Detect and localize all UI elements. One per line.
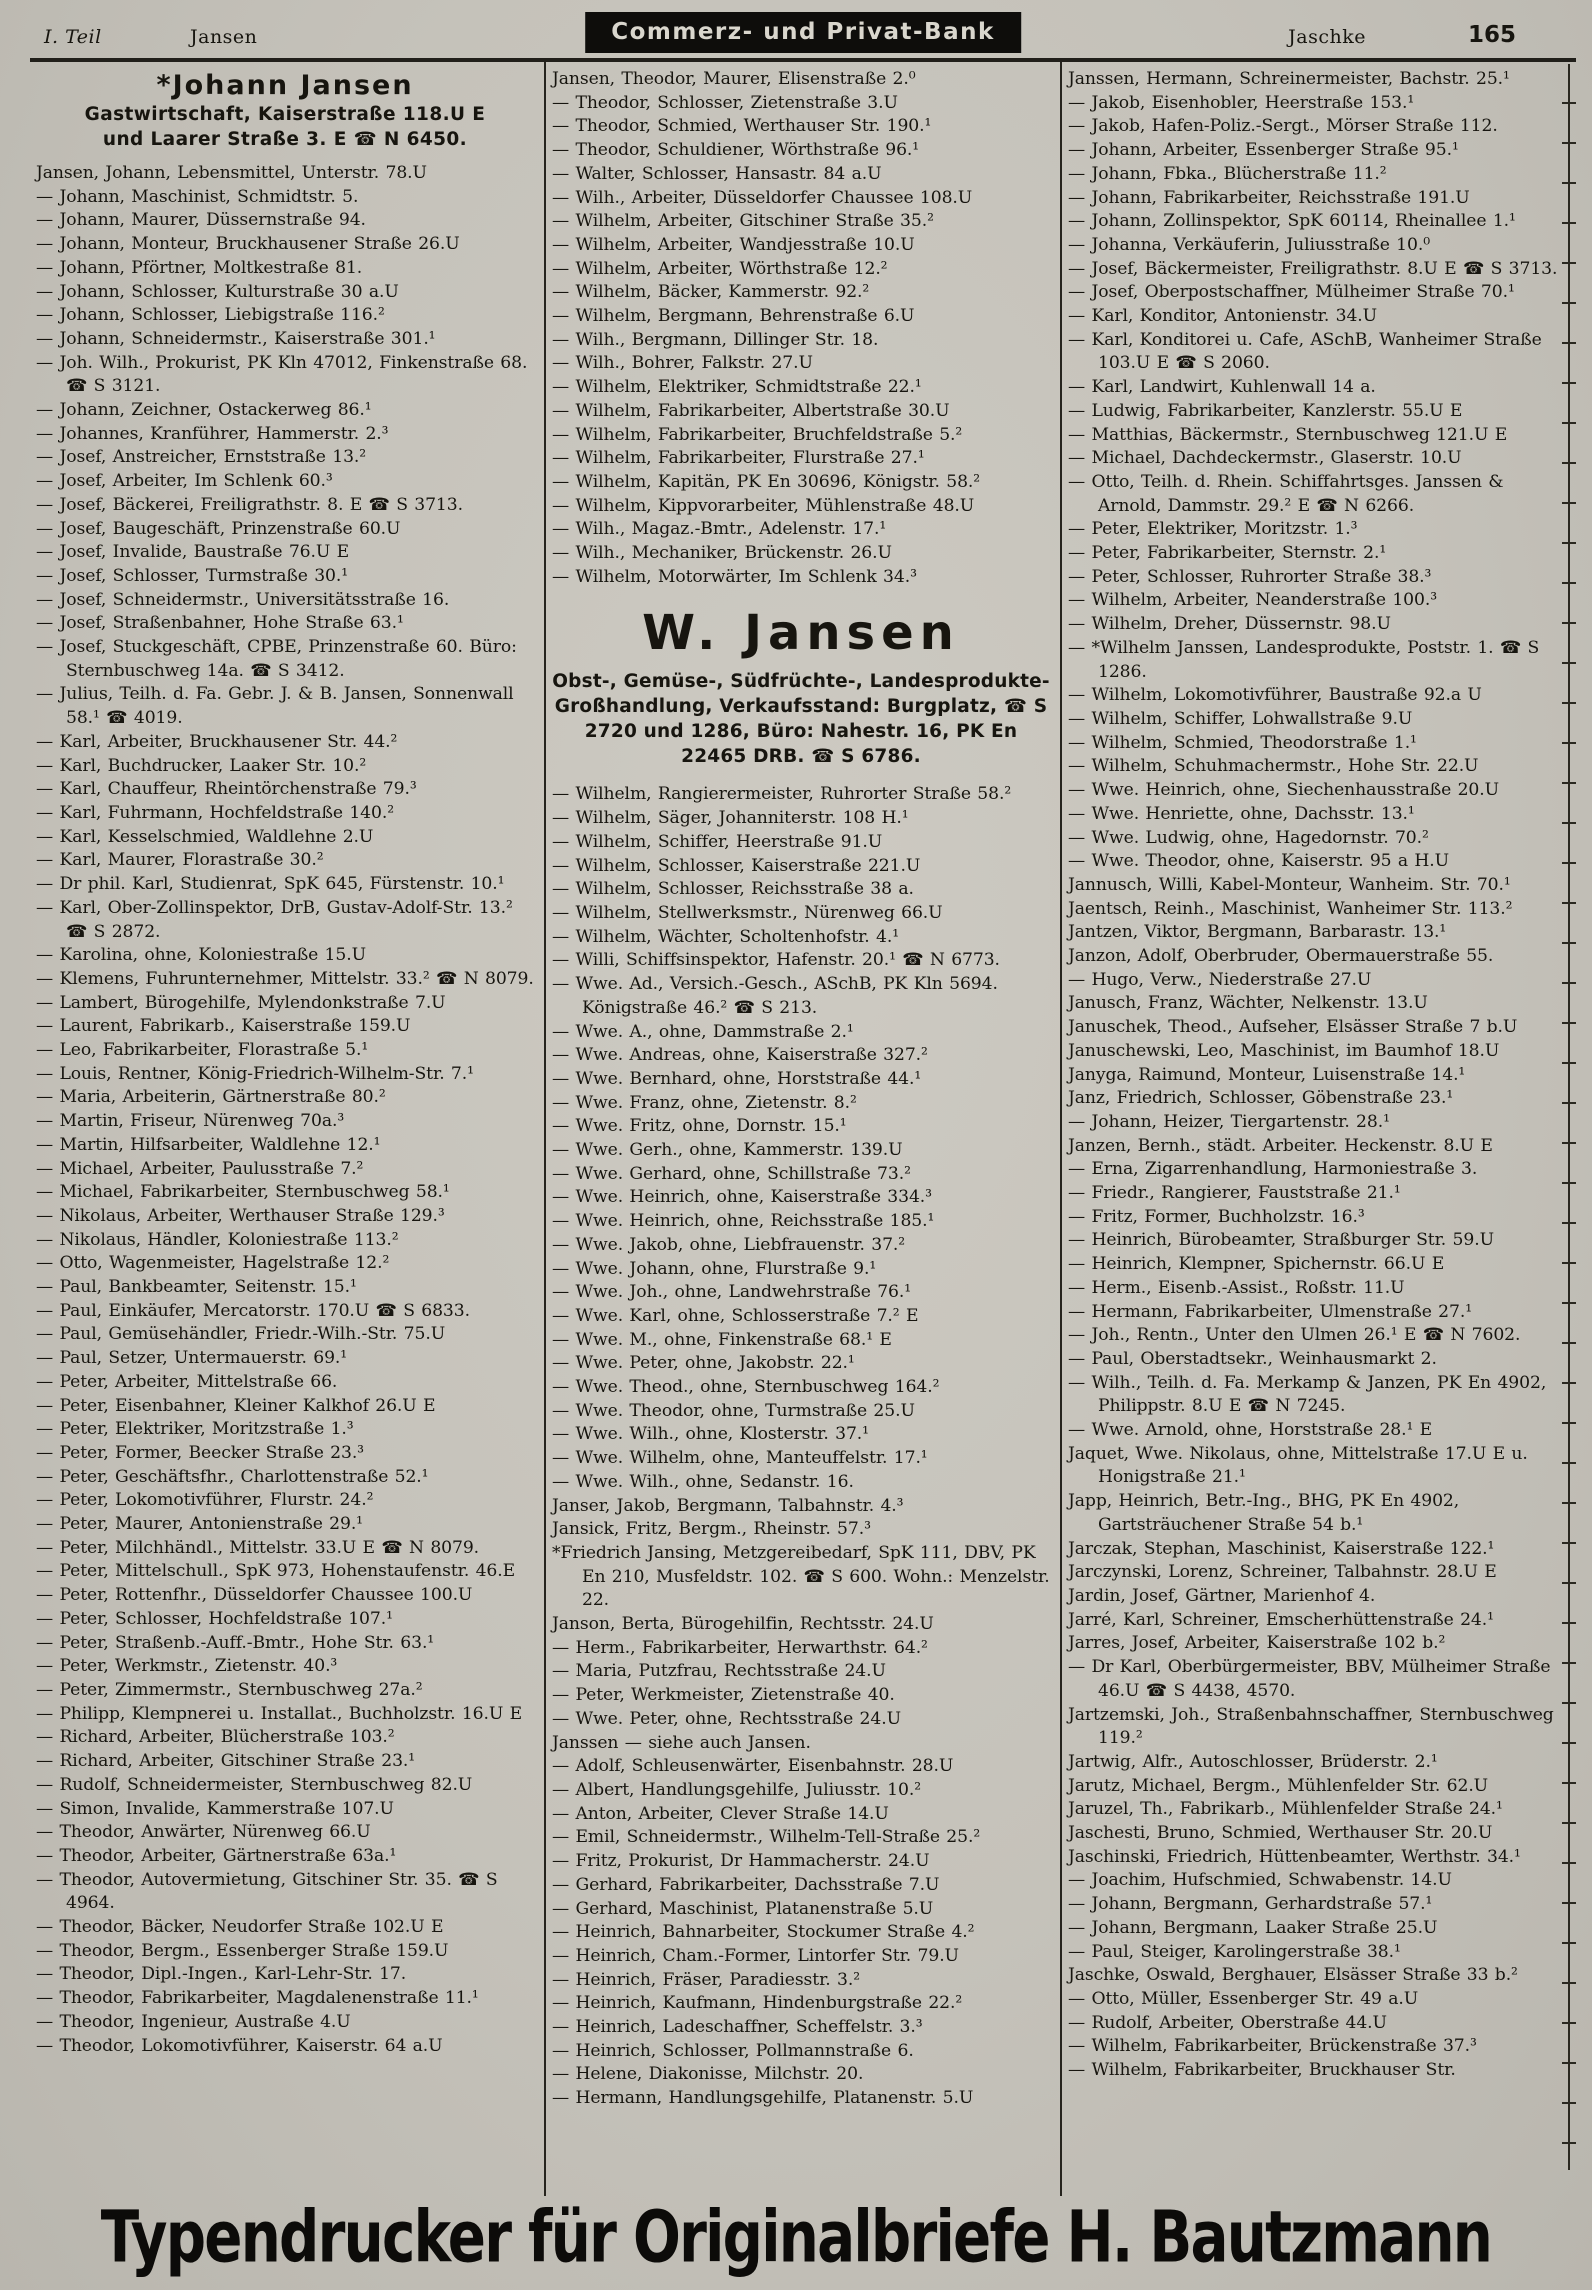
directory-entry: Jaquet, Wwe. Nikolaus, ohne, Mittelstraße 17.U E u. Honigstraße 21.¹ xyxy=(1068,1443,1528,1488)
directory-entry: Jaschke, Oswald, Berghauer, Elsässer Straße 33 b.² xyxy=(1068,1965,1518,1986)
directory-entry: — Johann, Fabrikarbeiter, Reichsstraße 191.U xyxy=(1068,187,1470,208)
directory-entry: Janusch, Franz, Wächter, Nelkenstr. 13.U xyxy=(1068,993,1428,1014)
directory-entry: — Wwe. Gerh., ohne, Kammerstr. 139.U xyxy=(552,1140,903,1161)
directory-entry: — Wwe. Wilhelm, ohne, Manteuffelstr. 17.¹ xyxy=(552,1448,928,1469)
directory-entry: — Heinrich, Bürobeamter, Straßburger Str. 59.U xyxy=(1068,1230,1494,1251)
directory-entry: — Michael, Arbeiter, Paulusstraße 7.² xyxy=(36,1158,364,1179)
directory-entry: Jarczynski, Lorenz, Schreiner, Talbahnstr. 28.U E xyxy=(1068,1562,1497,1583)
directory-entry: Jarutz, Michael, Bergm., Mühlenfelder Str. 62.U xyxy=(1068,1775,1489,1796)
directory-entry: — Wilhelm, Arbeiter, Wörthstraße 12.² xyxy=(552,258,888,279)
directory-entry: — Wilhelm, Bäcker, Kammerstr. 92.² xyxy=(552,282,870,303)
directory-entry: — Gerhard, Maschinist, Platanenstraße 5.U xyxy=(552,1898,934,1919)
directory-entry: — Wilhelm, Fabrikarbeiter, Bruchfeldstraße 5.² xyxy=(552,424,963,445)
directory-entry: — Wilhelm, Schiffer, Heerstraße 91.U xyxy=(552,831,883,852)
directory-entry: — Johann, Heizer, Tiergartenstr. 28.¹ xyxy=(1068,1111,1390,1132)
directory-entry: — Wwe. Fritz, ohne, Dornstr. 15.¹ xyxy=(552,1116,847,1137)
directory-entry: — Wwe. Heinrich, ohne, Kaiserstraße 334.³ xyxy=(552,1187,932,1208)
ad-line: und Laarer Straße 3. E ☎ N 6450. xyxy=(102,129,468,150)
directory-entry: — Wwe. Franz, ohne, Zietenstr. 8.² xyxy=(552,1092,857,1113)
directory-entry: Jarres, Josef, Arbeiter, Kaiserstraße 102 b.² xyxy=(1068,1633,1446,1654)
directory-entry: — Josef, Stuckgeschäft, CPBE, Prinzenstraße 60. Büro: Sternbuschweg 14a. ☎ S 3412. xyxy=(36,637,517,681)
directory-entry: — Peter, Werkmeister, Zietenstraße 40. xyxy=(552,1685,895,1706)
directory-entry: — Martin, Hilfsarbeiter, Waldlehne 12.¹ xyxy=(36,1134,381,1155)
bank-ad-banner: Commerz- und Privat-Bank xyxy=(585,12,1021,53)
directory-entry: Janz, Friedrich, Schlosser, Göbenstraße 23.¹ xyxy=(1068,1088,1454,1109)
directory-entry: — Josef, Bäckerei, Freiligrathstr. 8. E ☎ S 3713. xyxy=(36,494,463,515)
directory-entry: — Wilhelm, Motorwärter, Im Schlenk 34.³ xyxy=(552,566,917,587)
directory-entry: — Karl, Maurer, Florastraße 30.² xyxy=(36,850,324,871)
directory-entry: — Theodor, Dipl.-Ingen., Karl-Lehr-Str. 17. xyxy=(36,1964,407,1985)
directory-entry: — Herm., Eisenb.-Assist., Roßstr. 11.U xyxy=(1068,1277,1405,1298)
directory-entry: — Johann, Maurer, Düssernstraße 94. xyxy=(36,210,366,231)
directory-entry: — Heinrich, Ladeschaffner, Scheffelstr. 3.³ xyxy=(552,2017,923,2038)
directory-entry: — Josef, Schlosser, Turmstraße 30.¹ xyxy=(36,565,349,586)
directory-entry: — Karl, Konditorei u. Cafe, ASchB, Wanheimer Straße 103.U E ☎ S 2060. xyxy=(1068,329,1542,374)
directory-entry: — Peter, Werkmstr., Zietenstr. 40.³ xyxy=(36,1656,338,1677)
directory-entry: Janssen — siehe auch Jansen. xyxy=(552,1732,811,1753)
directory-entry: — Josef, Baugeschäft, Prinzenstraße 60.U xyxy=(36,518,401,539)
directory-entry: — Willi, Schiffsinspektor, Hafenstr. 20.¹ ☎ N 6773. xyxy=(552,950,1000,971)
directory-entry: — Theodor, Bergm., Essenberger Straße 159.U xyxy=(36,1940,449,1961)
directory-entry: — Wilhelm, Fabrikarbeiter, Brückenstraße 37.³ xyxy=(1068,2036,1477,2057)
directory-entry: Jaentsch, Reinh., Maschinist, Wanheimer Str. 113.² xyxy=(1068,898,1513,919)
directory-entry: — Wilhelm, Schlosser, Reichsstraße 38 a. xyxy=(552,879,914,900)
directory-columns xyxy=(30,62,1576,2196)
directory-entry: Jartzemski, Joh., Straßenbahnschaffner, Sternbuschweg 119.² xyxy=(1068,1704,1554,1749)
directory-entry: — Johannes, Kranführer, Hammerstr. 2.³ xyxy=(36,423,389,444)
directory-entry: — Paul, Einkäufer, Mercatorstr. 170.U ☎ S 6833. xyxy=(36,1300,470,1321)
directory-entry: — Josef, Oberpostschaffner, Mülheimer Straße 70.¹ xyxy=(1068,282,1515,303)
directory-entry: — Maria, Arbeiterin, Gärtnerstraße 80.² xyxy=(36,1087,386,1108)
directory-entry: Jarczak, Stephan, Maschinist, Kaiserstraße 122.¹ xyxy=(1068,1538,1495,1559)
directory-entry: — Johann, Schneidermstr., Kaiserstraße 301.¹ xyxy=(36,328,436,349)
directory-entry: — Peter, Former, Beecker Straße 23.³ xyxy=(36,1442,364,1463)
directory-entry: — Heinrich, Bahnarbeiter, Stockumer Straße 4.² xyxy=(552,1922,975,1943)
ad-title: *Johann Jansen xyxy=(156,70,414,101)
directory-entry: — Karl, Ober-Zollinspektor, DrB, Gustav-Adolf-Str. 13.² ☎ S 2872. xyxy=(36,897,513,942)
directory-entry: — Matthias, Bäckermstr., Sternbuschweg 121.U E xyxy=(1068,424,1508,445)
column-middle xyxy=(544,62,1062,2196)
directory-entry: — Martin, Friseur, Nürenweg 70a.³ xyxy=(36,1111,345,1132)
column-keyword-left: Jansen xyxy=(190,26,258,48)
directory-entry: — Heinrich, Klempner, Spichernstr. 66.U E xyxy=(1068,1254,1445,1275)
directory-entry: — Joachim, Hufschmied, Schwabenstr. 14.U xyxy=(1068,1870,1452,1891)
directory-entry: — Peter, Elektriker, Moritzstr. 1.³ xyxy=(1068,519,1358,540)
directory-entry: — Wilhelm, Fabrikarbeiter, Albertstraße 30.U xyxy=(552,400,950,421)
directory-entry: *Friedrich Jansing, Metzgereibedarf, SpK 111, DBV, PK En 210, Musfeldstr. 102. ☎ S 600. Wohn.: Menzelstr. 22. xyxy=(552,1542,1050,1611)
directory-entry: — Hugo, Verw., Niederstraße 27.U xyxy=(1068,969,1372,990)
directory-entry: Janson, Berta, Bürogehilfin, Rechtsstr. 24.U xyxy=(552,1614,934,1635)
directory-entry: Janyga, Raimund, Monteur, Luisenstraße 14.¹ xyxy=(1068,1064,1466,1085)
directory-entry: Janzon, Adolf, Oberbruder, Obermauerstraße 55. xyxy=(1068,946,1494,967)
directory-entry: — Theodor, Ingenieur, Austraße 4.U xyxy=(36,2011,351,2032)
page-edge-rule xyxy=(1568,64,1570,2170)
bottom-ad-text: Typendrucker für Originalbriefe H. Bautzmann xyxy=(100,2196,1492,2280)
directory-entry: — Peter, Zimmermstr., Sternbuschweg 27a.² xyxy=(36,1680,423,1700)
directory-entry: — Johann, Schlosser, Kulturstraße 30 a.U xyxy=(36,281,399,302)
directory-entry: — Johann, Maschinist, Schmidtstr. 5. xyxy=(36,186,359,207)
directory-entry: — Wwe. M., ohne, Finkenstraße 68.¹ E xyxy=(552,1329,892,1350)
directory-entry: — Otto, Müller, Essenberger Str. 49 a.U xyxy=(1068,1988,1419,2009)
directory-entry: — Johann, Zeichner, Ostackerweg 86.¹ xyxy=(36,400,372,421)
directory-entry: — Friedr., Rangierer, Fauststraße 21.¹ xyxy=(1068,1183,1401,1204)
directory-entry: — Wilh., Mechaniker, Brückenstr. 26.U xyxy=(552,543,892,564)
directory-entry: — Peter, Eisenbahner, Kleiner Kalkhof 26.U E xyxy=(36,1395,436,1416)
directory-entry: — Adolf, Schleusenwärter, Eisenbahnstr. 28.U xyxy=(552,1756,954,1777)
directory-entry: — Rudolf, Arbeiter, Oberstraße 44.U xyxy=(1068,2012,1387,2033)
directory-entry: — Julius, Teilh. d. Fa. Gebr. J. & B. Jansen, Sonnenwall 58.¹ ☎ 4019. xyxy=(36,684,514,729)
directory-entry: — Johann, Schlosser, Liebigstraße 116.² xyxy=(36,305,385,326)
directory-entry: — Wwe. Wilh., ohne, Sedanstr. 16. xyxy=(552,1471,854,1492)
directory-entry: — Karl, Fuhrmann, Hochfeldstraße 140.² xyxy=(36,802,394,823)
directory-entry: — Paul, Setzer, Untermauerstr. 69.¹ xyxy=(36,1348,348,1369)
directory-entry: — Wwe. Jakob, ohne, Liebfrauenstr. 37.² xyxy=(552,1234,906,1255)
directory-entry: — Karl, Landwirt, Kuhlenwall 14 a. xyxy=(1068,377,1376,398)
directory-entry: — Laurent, Fabrikarb., Kaiserstraße 159.U xyxy=(36,1016,411,1037)
directory-entry: — Jakob, Hafen-Poliz.-Sergt., Mörser Straße 112. xyxy=(1068,116,1498,137)
directory-entry: — Peter, Geschäftsfhr., Charlottenstraße 52.¹ xyxy=(36,1466,429,1487)
directory-entry: — Theodor, Schuldiener, Wörthstraße 96.¹ xyxy=(552,140,920,161)
directory-entry: — Johann, Arbeiter, Essenberger Straße 95.¹ xyxy=(1068,140,1459,161)
directory-entry: — Karolina, ohne, Koloniestraße 15.U xyxy=(36,945,366,966)
directory-entry: Jaschesti, Bruno, Schmied, Werthauser Str. 20.U xyxy=(1068,1823,1493,1844)
directory-entry: — Wwe. Arnold, ohne, Horststraße 28.¹ E xyxy=(1068,1420,1433,1441)
directory-entry: — Theodor, Anwärter, Nürenweg 66.U xyxy=(36,1822,371,1843)
directory-entry: — Karl, Arbeiter, Bruckhausener Str. 44.² xyxy=(36,731,398,752)
directory-entry: — Peter, Mittelschull., SpK 973, Hohenstaufenstr. 46.E xyxy=(36,1561,516,1582)
directory-entry: — Wilhelm, Fabrikarbeiter, Flurstraße 27.¹ xyxy=(552,448,925,469)
directory-entry: — Otto, Wagenmeister, Hagelstraße 12.² xyxy=(36,1253,390,1274)
directory-entry: — Wilhelm, Rangierermeister, Ruhrorter Straße 58.² xyxy=(552,784,1012,805)
directory-entry: — Walter, Schlosser, Hansastr. 84 a.U xyxy=(552,163,882,184)
directory-entry: — Josef, Straßenbahner, Hohe Straße 63.¹ xyxy=(36,613,404,634)
column-keyword-right: Jaschke xyxy=(1288,26,1366,48)
ad-line: Gastwirtschaft, Kaiserstraße 118.U E xyxy=(84,104,486,125)
directory-entry: — Leo, Fabrikarbeiter, Florastraße 5.¹ xyxy=(36,1040,369,1061)
directory-entry: — Theodor, Lokomotivführer, Kaiserstr. 64 a.U xyxy=(36,2035,443,2056)
directory-entry: Jannusch, Willi, Kabel-Monteur, Wanheim. Str. 70.¹ xyxy=(1068,874,1511,895)
directory-entry: Jansen, Johann, Lebensmittel, Unterstr. 78.U xyxy=(36,163,427,183)
directory-entry: — Theodor, Fabrikarbeiter, Magdalenenstraße 11.¹ xyxy=(36,1988,479,2009)
directory-entry: Jartwig, Alfr., Autoschlosser, Brüderstr. 2.¹ xyxy=(1068,1751,1438,1772)
directory-entry: — Theodor, Schmied, Werthauser Str. 190.¹ xyxy=(552,116,932,137)
directory-entry: — Richard, Arbeiter, Gitschiner Straße 23.¹ xyxy=(36,1751,416,1772)
directory-entry: — Wwe. Heinrich, ohne, Siechenhausstraße 20.U xyxy=(1068,780,1499,801)
directory-entry: Janzen, Bernh., städt. Arbeiter. Heckenstr. 8.U E xyxy=(1068,1135,1493,1156)
johann-jansen-ad xyxy=(36,70,534,152)
directory-entry: — Joh. Wilh., Prokurist, PK Kln 47012, Finkenstraße 68. ☎ S 3121. xyxy=(36,352,528,397)
directory-entry: — Paul, Gemüsehändler, Friedr.-Wilh.-Str. 75.U xyxy=(36,1324,446,1345)
page-number: 165 xyxy=(1467,22,1516,48)
directory-entry: Jardin, Josef, Gärtner, Marienhof 4. xyxy=(1068,1586,1376,1606)
directory-entry: — Wilhelm, Stellwerksmstr., Nürenweg 66.U xyxy=(552,902,943,923)
directory-entry: — Peter, Fabrikarbeiter, Sternstr. 2.¹ xyxy=(1068,543,1387,564)
directory-entry: — Jakob, Eisenhobler, Heerstraße 153.¹ xyxy=(1068,92,1415,113)
directory-entry: — Johann, Zollinspektor, SpK 60114, Rheinallee 1.¹ xyxy=(1068,211,1516,232)
directory-entry: — Philipp, Klempnerei u. Installat., Buchholzstr. 16.U E xyxy=(36,1703,523,1724)
directory-entry: — Wilhelm, Säger, Johanniterstr. 108 H.¹ xyxy=(552,808,909,829)
directory-entry: Jarré, Karl, Schreiner, Emscherhüttenstraße 24.¹ xyxy=(1068,1609,1494,1630)
directory-entry: — Michael, Fabrikarbeiter, Sternbuschweg 58.¹ xyxy=(36,1182,450,1203)
directory-entry: Jaschinski, Friedrich, Hüttenbeamter, Werthstr. 34.¹ xyxy=(1068,1846,1521,1867)
directory-entry: — Johanna, Verkäuferin, Juliusstraße 10.⁰ xyxy=(1068,234,1430,255)
page-header xyxy=(30,10,1576,62)
directory-entry: — Johann, Bergmann, Gerhardstraße 57.¹ xyxy=(1068,1894,1433,1915)
directory-entry: — Wilhelm, Schuhmachermstr., Hohe Str. 22.U xyxy=(1068,756,1479,777)
directory-entry: — Wilhelm, Kapitän, PK En 30696, Königstr. 58.² xyxy=(552,471,981,492)
entry-list-right xyxy=(1068,68,1566,2083)
directory-entry: — Karl, Buchdrucker, Laaker Str. 10.² xyxy=(36,755,367,776)
directory-entry: — Wwe. Theod., ohne, Sternbuschweg 164.² xyxy=(552,1377,940,1398)
directory-entry: — Theodor, Bäcker, Neudorfer Straße 102.U E xyxy=(36,1917,444,1938)
directory-entry: — Wwe. Johann, ohne, Flurstraße 9.¹ xyxy=(552,1258,877,1279)
directory-entry: — Johann, Bergmann, Laaker Straße 25.U xyxy=(1068,1917,1438,1938)
directory-entry: — Fritz, Former, Buchholzstr. 16.³ xyxy=(1068,1206,1365,1227)
directory-entry: — Josef, Schneidermstr., Universitätsstraße 16. xyxy=(36,589,450,610)
directory-entry: Janser, Jakob, Bergmann, Talbahnstr. 4.³ xyxy=(552,1495,904,1516)
directory-entry: — Helene, Diakonisse, Milchstr. 20. xyxy=(552,2064,864,2085)
directory-entry: — Wilh., Magaz.-Bmtr., Adelenstr. 17.¹ xyxy=(552,519,887,540)
directory-entry: — Heinrich, Kaufmann, Hindenburgstraße 22.² xyxy=(552,1993,963,2014)
directory-entry: — Theodor, Autovermietung, Gitschiner Str. 35. ☎ S 4964. xyxy=(36,1869,498,1914)
directory-entry: — Johann, Fbka., Blücherstraße 11.² xyxy=(1068,163,1387,184)
directory-entry: — Wilhelm, Dreher, Düssernstr. 98.U xyxy=(1068,614,1391,635)
directory-entry: — Lambert, Bürogehilfe, Mylendonkstraße 7.U xyxy=(36,992,446,1013)
directory-entry: — Paul, Steiger, Karolingerstraße 38.¹ xyxy=(1068,1941,1401,1962)
directory-entry: — Wilhelm, Schlosser, Kaiserstraße 221.U xyxy=(552,855,921,876)
section-label: I. Teil xyxy=(44,26,102,48)
directory-entry: Janssen, Hermann, Schreinermeister, Bachstr. 25.¹ xyxy=(1068,69,1510,89)
entry-list-left xyxy=(36,162,534,2058)
directory-entry: — Peter, Milchhändl., Mittelstr. 33.U E ☎ N 8079. xyxy=(36,1537,480,1558)
directory-entry: — Wwe. Gerhard, ohne, Schillstraße 73.² xyxy=(552,1163,911,1184)
directory-entry: — Heinrich, Cham.-Former, Lintorfer Str. 79.U xyxy=(552,1945,959,1966)
directory-entry: — Michael, Dachdeckermstr., Glaserstr. 10.U xyxy=(1068,448,1462,469)
directory-entry: — Dr phil. Karl, Studienrat, SpK 645, Fürstenstr. 10.¹ xyxy=(36,874,505,895)
directory-entry: — Peter, Schlosser, Ruhrorter Straße 38.³ xyxy=(1068,566,1432,587)
directory-entry: — Erna, Zigarrenhandlung, Harmoniestraße 3. xyxy=(1068,1159,1478,1180)
directory-entry: — Wwe. Peter, ohne, Jakobstr. 22.¹ xyxy=(552,1353,855,1374)
directory-entry: — Peter, Straßenb.-Auff.-Bmtr., Hohe Str. 63.¹ xyxy=(36,1632,435,1653)
directory-entry: — Peter, Arbeiter, Mittelstraße 66. xyxy=(36,1371,338,1392)
directory-entry: — Wilh., Bohrer, Falkstr. 27.U xyxy=(552,353,813,374)
directory-entry: — Hermann, Fabrikarbeiter, Ulmenstraße 27.¹ xyxy=(1068,1301,1472,1322)
directory-entry: — Wilh., Teilh. d. Fa. Merkamp & Janzen, PK En 4902, Philippstr. 8.U E ☎ N 7245. xyxy=(1068,1372,1547,1417)
directory-entry: — Gerhard, Fabrikarbeiter, Dachsstraße 7.U xyxy=(552,1874,940,1895)
directory-entry: — Wilhelm, Arbeiter, Wandjesstraße 10.U xyxy=(552,234,915,255)
directory-entry: — Heinrich, Schlosser, Pollmannstraße 6. xyxy=(552,2040,914,2061)
directory-entry: — Peter, Elektriker, Moritzstraße 1.³ xyxy=(36,1419,354,1440)
directory-entry: — Herm., Fabrikarbeiter, Herwarthstr. 64.² xyxy=(552,1637,928,1658)
directory-entry: — Rudolf, Schneidermeister, Sternbuschweg 82.U xyxy=(36,1774,473,1795)
directory-entry: — Josef, Anstreicher, Ernststraße 13.² xyxy=(36,447,367,468)
directory-entry: — Wwe. Andreas, ohne, Kaiserstraße 327.² xyxy=(552,1045,928,1066)
directory-entry: — Wilh., Bergmann, Dillinger Str. 18. xyxy=(552,329,879,350)
column-left xyxy=(30,62,544,2196)
directory-entry: — Wilhelm, Bergmann, Behrenstraße 6.U xyxy=(552,306,915,327)
directory-entry: — Wilh., Arbeiter, Düsseldorfer Chaussee 108.U xyxy=(552,187,973,208)
directory-entry: — Emil, Schneidermstr., Wilhelm-Tell-Straße 25.² xyxy=(552,1827,981,1848)
directory-entry: — Wilhelm, Fabrikarbeiter, Bruckhauser Str. xyxy=(1068,2060,1456,2081)
directory-entry: — Dr Karl, Oberbürgermeister, BBV, Mülheimer Straße 46.U ☎ S 4438, 4570. xyxy=(1068,1657,1551,1701)
directory-entry: — Anton, Arbeiter, Clever Straße 14.U xyxy=(552,1803,889,1824)
directory-entry: — Joh., Rentn., Unter den Ulmen 26.¹ E ☎ N 7602. xyxy=(1068,1325,1521,1346)
directory-entry: — Peter, Lokomotivführer, Flurstr. 24.² xyxy=(36,1490,374,1511)
directory-entry: Januschek, Theod., Aufseher, Elsässer Straße 7 b.U xyxy=(1068,1017,1518,1038)
directory-entry: — Wwe. Bernhard, ohne, Horststraße 44.¹ xyxy=(552,1068,922,1089)
directory-entry: — Simon, Invalide, Kammerstraße 107.U xyxy=(36,1798,394,1819)
directory-entry: — Wwe. Peter, ohne, Rechtsstraße 24.U xyxy=(552,1708,901,1729)
directory-entry: — Ludwig, Fabrikarbeiter, Kanzlerstr. 55.U E xyxy=(1068,400,1463,421)
directory-entry: — Wilhelm, Schiffer, Lohwallstraße 9.U xyxy=(1068,708,1413,729)
directory-entry: Jansen, Theodor, Maurer, Elisenstraße 2.⁰ xyxy=(552,69,916,89)
directory-entry: — Wilhelm, Kippvorarbeiter, Mühlenstraße 48.U xyxy=(552,495,975,516)
directory-entry: — Nikolaus, Arbeiter, Werthauser Straße 129.³ xyxy=(36,1205,445,1226)
directory-entry: — Johann, Pförtner, Moltkestraße 81. xyxy=(36,257,363,278)
directory-entry: — Wwe. Karl, ohne, Schlosserstraße 7.² E xyxy=(552,1305,919,1326)
directory-entry: — Wilhelm, Wächter, Scholtenhofstr. 4.¹ xyxy=(552,926,900,947)
directory-entry: — Wilhelm, Arbeiter, Neanderstraße 100.³ xyxy=(1068,590,1437,611)
directory-entry: — Wwe. Theodor, ohne, Turmstraße 25.U xyxy=(552,1400,915,1421)
directory-entry: — Otto, Teilh. d. Rhein. Schiffahrtsges. Janssen & Arnold, Dammstr. 29.² E ☎ N 6266. xyxy=(1068,471,1504,516)
directory-entry: — Heinrich, Fräser, Paradiesstr. 3.² xyxy=(552,1969,861,1990)
directory-entry: — Wilhelm, Lokomotivführer, Baustraße 92.a U xyxy=(1068,685,1482,706)
directory-entry: — *Wilhelm Janssen, Landesprodukte, Poststr. 1. ☎ S 1286. xyxy=(1068,637,1540,682)
column-right xyxy=(1062,62,1576,2196)
directory-entry: — Josef, Arbeiter, Im Schlenk 60.³ xyxy=(36,471,333,492)
directory-entry: — Wwe. Theodor, ohne, Kaiserstr. 95 a H.U xyxy=(1068,851,1450,872)
directory-entry: Januschewski, Leo, Maschinist, im Baumhof 18.U xyxy=(1068,1040,1500,1061)
directory-entry: — Hermann, Handlungsgehilfe, Platanenstr. 5.U xyxy=(552,2088,974,2109)
directory-entry: — Theodor, Schlosser, Zietenstraße 3.U xyxy=(552,92,898,113)
directory-entry: — Josef, Bäckermeister, Freiligrathstr. 8.U E ☎ S 3713. xyxy=(1068,258,1558,279)
directory-entry: Japp, Heinrich, Betr.-Ing., BHG, PK En 4902, Gartsträuchener Straße 54 b.¹ xyxy=(1068,1491,1460,1535)
directory-entry: — Johann, Monteur, Bruckhausener Straße 26.U xyxy=(36,234,460,255)
directory-entry: — Wwe. A., ohne, Dammstraße 2.¹ xyxy=(552,1021,854,1042)
directory-entry: — Josef, Invalide, Baustraße 76.U E xyxy=(36,542,350,563)
directory-entry: — Maria, Putzfrau, Rechtsstraße 24.U xyxy=(552,1661,886,1682)
directory-entry: — Karl, Chauffeur, Rheintörchenstraße 79.³ xyxy=(36,779,417,800)
directory-entry: — Paul, Oberstadtsekr., Weinhausmarkt 2. xyxy=(1068,1348,1437,1369)
directory-entry: — Wwe. Joh., ohne, Landwehrstraße 76.¹ xyxy=(552,1282,912,1303)
directory-entry: — Nikolaus, Händler, Koloniestraße 113.² xyxy=(36,1229,399,1250)
directory-entry: — Wwe. Ludwig, ohne, Hagedornstr. 70.² xyxy=(1068,827,1429,848)
directory-entry: — Wwe. Henriette, ohne, Dachsstr. 13.¹ xyxy=(1068,803,1415,824)
directory-entry: — Wwe. Ad., Versich.-Gesch., ASchB, PK Kln 5694. Königstraße 46.² ☎ S 213. xyxy=(552,974,998,1018)
directory-entry: — Paul, Bankbeamter, Seitenstr. 15.¹ xyxy=(36,1277,357,1298)
directory-entry: — Louis, Rentner, König-Friedrich-Wilhelm-Str. 7.¹ xyxy=(36,1063,474,1084)
directory-entry: — Theodor, Arbeiter, Gärtnerstraße 63a.¹ xyxy=(36,1845,397,1866)
directory-entry: — Wilhelm, Schmied, Theodorstraße 1.¹ xyxy=(1068,732,1417,753)
directory-entry: — Wilhelm, Elektriker, Schmidtstraße 22.¹ xyxy=(552,377,922,398)
directory-entry: — Karl, Kesselschmied, Waldlehne 2.U xyxy=(36,826,374,847)
directory-entry: — Peter, Rottenfhr., Düsseldorfer Chaussee 100.U xyxy=(36,1585,473,1606)
directory-entry: — Wilhelm, Arbeiter, Gitschiner Straße 35.² xyxy=(552,211,934,232)
entry-list-middle-top xyxy=(552,68,1050,589)
w-jansen-ad xyxy=(552,605,1050,769)
ad-title: W. Jansen xyxy=(642,605,960,662)
directory-entry: — Wwe. Wilh., ohne, Klosterstr. 37.¹ xyxy=(552,1424,869,1445)
directory-entry: — Peter, Maurer, Antonienstraße 29.¹ xyxy=(36,1514,363,1535)
directory-entry: — Wwe. Heinrich, ohne, Reichsstraße 185.¹ xyxy=(552,1211,935,1232)
bottom-ad-banner xyxy=(0,2186,1592,2290)
directory-entry: — Fritz, Prokurist, Dr Hammacherstr. 24.U xyxy=(552,1851,930,1872)
directory-entry: — Karl, Konditor, Antonienstr. 34.U xyxy=(1068,306,1378,327)
ad-body: Obst-, Gemüse-, Südfrüchte-, Landesprodukte-Großhandlung, Verkaufsstand: Burgplatz, ☎ S 2720 und 1286, Büro: Nahestr. 16, PK En 22465 DRB. ☎ S 6786. xyxy=(552,671,1050,768)
directory-entry: Jansick, Fritz, Bergm., Rheinstr. 57.³ xyxy=(552,1519,871,1540)
directory-entry: Jantzen, Viktor, Bergmann, Barbarastr. 13.¹ xyxy=(1068,922,1447,943)
directory-entry: — Klemens, Fuhrunternehmer, Mittelstr. 33.² ☎ N 8079. xyxy=(36,968,534,989)
directory-entry: — Albert, Handlungsgehilfe, Juliusstr. 10.² xyxy=(552,1780,921,1800)
directory-entry: — Peter, Schlosser, Hochfeldstraße 107.¹ xyxy=(36,1608,393,1629)
directory-entry: Jaruzel, Th., Fabrikarb., Mühlenfelder Straße 24.¹ xyxy=(1068,1799,1503,1820)
entry-list-middle-bottom xyxy=(552,783,1050,2110)
directory-entry: — Richard, Arbeiter, Blücherstraße 103.² xyxy=(36,1727,395,1748)
